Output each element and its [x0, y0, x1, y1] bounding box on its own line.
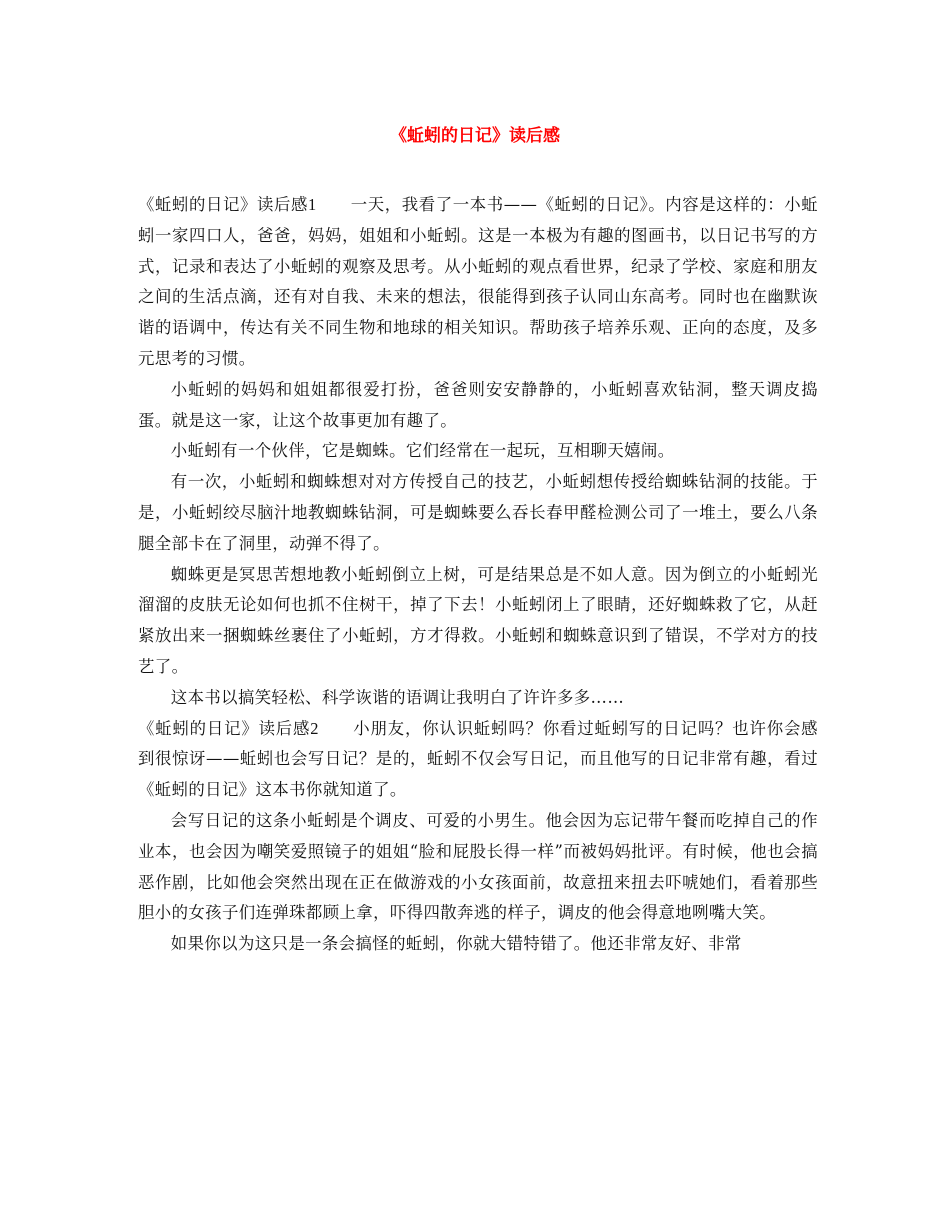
document-title: 《蚯蚓的日记》读后感: [390, 126, 560, 146]
document-body: [138, 190, 818, 960]
paragraph: 小蚯蚓有一个伙伴，它是蜘蛛。它们经常在一起玩，互相聊天嬉闹。: [170, 441, 675, 461]
paragraph: 有一次，小蚯蚓和蜘蛛想对对方传授自己的技艺，小蚯蚓想传授给蜘蛛钻洞的技能。于是，小蚯蚓绞尽脑汁地教蜘蛛钻洞，可是蜘蛛要么吞长春甲醛检测公司了一堆土，要么八条腿全部卡在了洞里，动弹不得了。: [138, 472, 818, 553]
section-2-first-paragraph: [138, 714, 818, 806]
paragraph: 会写日记的这条小蚯蚓是个调皮、可爱的小男生。他会因为忘记带午餐而吃掉自己的作业本，也会因为嘲笑爱照镜子的姐姐“脸和屁股长得一样”而被妈妈批评。有时候，他也会搞恶作剧，比如他会突然出现在正在做游戏的小女孩面前，故意扭来扭去吓唬她们，看着那些胆小的女孩子们连弹珠都顾上拿，吓得四散奔逃的样子，调皮的他会得意地咧嘴大笑。: [138, 810, 818, 923]
section-2-label: 《蚯蚓的日记》读后感2: [138, 718, 319, 738]
section-1-label: 《蚯蚓的日记》读后感1: [138, 195, 317, 214]
paragraph: 小蚯蚓的妈妈和姐姐都很爱打扮，爸爸则安安静静的，小蚯蚓喜欢钻洞，整天调皮捣蛋。就是这一家，让这个故事更加有趣了。: [138, 379, 818, 430]
paragraph: 如果你以为这只是一条会搞怪的蚯蚓，你就大错特错了。他还非常友好、非常: [170, 934, 742, 954]
paragraph-text: 小朋友，你认识蚯蚓吗？你看过蚯蚓写的日记吗？也许你会感到很惊讶——蚯蚓也会写日记？是的，蚯蚓不仅会写日记，而且他写的日记非常有趣，看过《蚯蚓的日记》这本书你就知道了。: [138, 718, 818, 800]
paragraph: 这本书以搞笑轻松、科学诙谐的语调让我明白了许许多多……: [170, 687, 625, 707]
paragraph: 蜘蛛更是冥思苦想地教小蚯蚓倒立上树，可是结果总是不如人意。因为倒立的小蚯蚓光溜溜的皮肤无论如何也抓不住树干，掉了下去！小蚯蚓闭上了眼睛，还好蜘蛛救了它，从赶紧放出来一捆蜘蛛丝裹住了小蚯蚓，方才得救。小蚯蚓和蜘蛛意识到了错误，不学对方的技艺了。: [138, 564, 818, 676]
section-1-first-paragraph: [138, 190, 818, 375]
paragraph-text: 一天，我看了一本书——《蚯蚓的日记》。内容是这样的：小蚯蚓一家四口人，爸爸，妈妈，姐姐和小蚯蚓。这是一本极为有趣的图画书，以日记书写的方式，记录和表达了小蚯蚓的观察及思考。从小蚯蚓的观点看世界，纪录了学校、家庭和朋友之间的生活点滴，还有对自我、未来的想法，很能得到孩子认同山东高考。同时也在幽默诙谐的语调中，传达有关不同生物和地球的相关知识。帮助孩子培养乐观、正向的态度，及多元思考的习惯。: [138, 195, 818, 368]
